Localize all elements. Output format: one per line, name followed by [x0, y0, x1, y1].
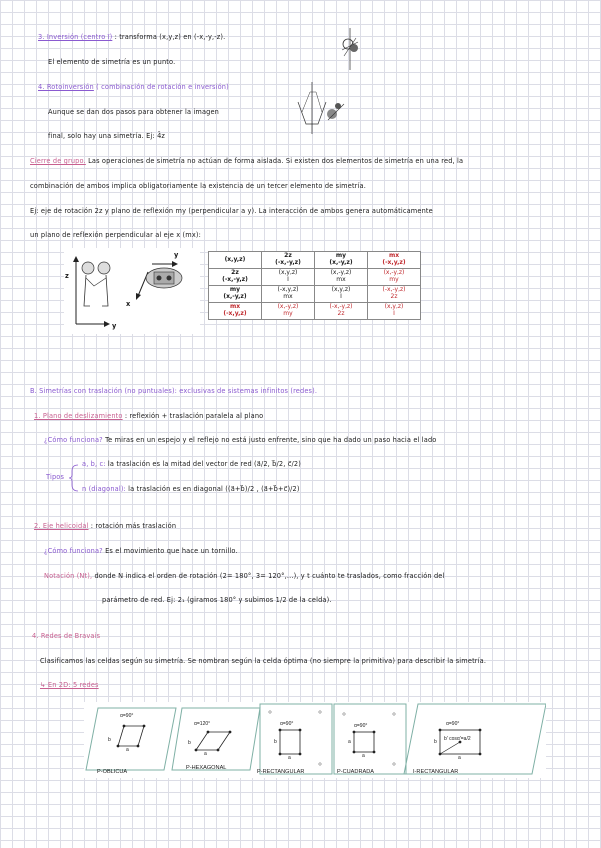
inversion-heading: 3. Inversión (centro ī) : transforma (x,y,z) en (-x,-y,-z).: [38, 33, 226, 41]
cell-a-label: a: [126, 747, 129, 753]
group-closure-line-2: combinación de ambos implica obligatoriamente la existencia de un tercer elemento de simetría.: [30, 182, 366, 190]
bravais-name: P-HEXAGONAL: [186, 765, 227, 771]
axis-z-label: z: [65, 272, 69, 280]
inversion-note: El elemento de simetría es un punto.: [48, 58, 176, 66]
bravais-name: P-CUADRADA: [337, 769, 374, 775]
bravais-name: P-OBLICUA: [97, 769, 128, 775]
bravais-lattices-figure: [84, 702, 546, 778]
table-cell: (-x,-y,z) 2z: [315, 303, 368, 320]
cell-b-label: b: [274, 739, 277, 745]
table-cell: (x,-y,z) my: [368, 269, 421, 286]
screw-axis-notation: Notación (Nt), donde N indica el orden de rotación (2= 180°, 3= 120°,...), y t cuánto te traslados, como fracción del: [44, 572, 445, 580]
cell-a-label: a: [362, 753, 365, 759]
screw-axis-notation-2: parámetro de red. Ej: 2₁ (giramos 180° y subimos 1/2 de la celda).: [102, 596, 332, 604]
group-closure-example: Ej: eje de rotación 2z y plano de reflexión my (perpendicular a y). La interacción de ambos genera automáticamente: [30, 207, 433, 215]
section-b-heading: B. Simetrías con traslación (no puntuales): exclusivas de sistemas infinitos (redes).: [30, 387, 318, 395]
screw-axis-how: ¿Cómo funciona? Es el movimiento que hace un tornillo.: [44, 547, 238, 555]
bravais-angle-label: α=90°: [354, 723, 368, 729]
cell-b-label: b: [188, 740, 191, 746]
table-header-cell: my (x,-y,z): [315, 252, 368, 269]
rotoinversion-heading: 4. Rotoinversión ( combinación de rotación e inversión): [38, 83, 229, 91]
bravais-name: P-RECTANGULAR: [257, 769, 305, 775]
table-cell: (x,-y,z) my: [262, 303, 315, 320]
cell-a-label: a: [288, 755, 291, 761]
cell-a-label: a: [204, 751, 207, 757]
table-cell: (-x,-y,z) 2z: [368, 286, 421, 303]
bravais-2d-label: ↳ En 2D: 5 redes: [40, 681, 99, 689]
bravais-angle-label: α=120°: [194, 721, 211, 727]
types-n: n (diagonal): la traslación es en diagonal ((a⃗+b⃗)/2 , (a⃗+b⃗+c⃗)/2): [82, 485, 300, 493]
axis-y-top-label: y: [174, 251, 179, 259]
group-closure-example-2: un plano de reflexión perpendicular al eje x (mx):: [30, 231, 201, 239]
table-header-cell: 2z (-x,-y,z): [262, 252, 315, 269]
rotoinversion-sketch: [290, 82, 350, 137]
table-row-header: my (x,-y,z): [209, 286, 262, 303]
table-cell: (x,y,z) I: [368, 303, 421, 320]
group-closure-paragraph: Cierre de grupo. Las operaciones de simetría no actúan de forma aislada. Si existen dos elementos de simetría en una red, la: [30, 157, 464, 165]
bravais-angle-label: α=90°: [120, 713, 134, 719]
cell-b-label: b: [434, 739, 437, 745]
table-cell: (x,y,z) I: [262, 269, 315, 286]
inversion-sketch: [336, 28, 366, 72]
cell-a-label: a: [458, 755, 461, 761]
axis-y-bottom-label: y: [112, 322, 117, 330]
rotoinversion-note-2: final, solo hay una simetría. Ej: 4̄z: [48, 132, 166, 140]
table-header-cell: (x,y,z): [209, 252, 262, 269]
types-abc: a, b, c: la traslación es la mitad del vector de red (a⃗/2, b⃗/2, c⃗/2): [82, 460, 301, 468]
cell-b-label: b: [108, 737, 111, 743]
glide-plane-how: ¿Cómo funciona? Te miras en un espejo y el reflejo no está justo enfrente, sino que ha dado un paso hacia el lado: [44, 436, 437, 444]
table-cell: (x,-y,z) mx: [315, 269, 368, 286]
table-header-cell: mx (-x,y,z): [368, 252, 421, 269]
screw-axis-heading: 2. Eje helicoidal : rotación más traslación: [34, 522, 177, 530]
axis-x-label: x: [126, 300, 131, 308]
symmetry-figure: [64, 248, 200, 334]
bravais-angle-label: α=90°: [280, 721, 294, 727]
table-row-header: mx (-x,y,z): [209, 303, 262, 320]
bravais-extra-label: b' cosα'=a/2: [444, 736, 471, 742]
symmetry-multiplication-table: [208, 251, 421, 320]
bravais-heading: 4. Redes de Bravais: [32, 632, 101, 640]
table-row-header: 2z (-x,-y,z): [209, 269, 262, 286]
rotoinversion-note-1: Aunque se dan dos pasos para obtener la imagen: [48, 108, 220, 116]
bravais-description: Clasificamos las celdas según su simetría. Se nombran según la celda óptima (no siempre la primitiva) para describir la simetría.: [40, 657, 487, 665]
glide-plane-heading: 1. Plano de deslizamiento : reflexión + traslación paralela al plano: [34, 412, 264, 420]
bravais-angle-label: α=90°: [446, 721, 460, 727]
bravais-name: I-RECTANGULAR: [413, 769, 459, 775]
types-label: Tipos: [46, 473, 65, 481]
types-bracket: [68, 463, 80, 493]
table-cell: (x,y,z) I: [315, 286, 368, 303]
cell-a-label: a: [348, 739, 351, 745]
table-cell: (-x,y,z) mx: [262, 286, 315, 303]
